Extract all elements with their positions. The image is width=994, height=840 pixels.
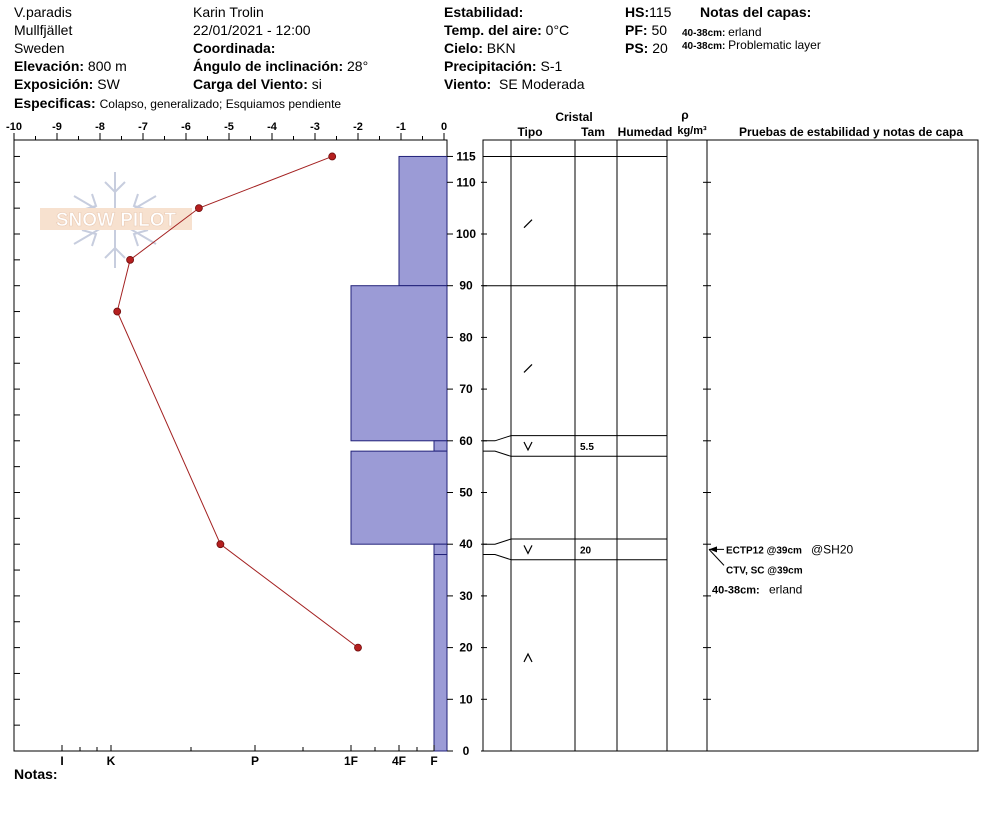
temperature-point [217,541,224,548]
layer-connector [483,555,511,560]
plot-frame [14,140,447,751]
hardness-tick-label: 4F [391,754,407,768]
wind-label: Viento: [444,76,492,92]
height-tick-label: 10 [459,692,473,707]
crystal-symbol [524,654,532,662]
air-temp-label: Temp. del aire: [444,22,542,38]
wind-load-value: si [311,76,322,92]
stability-label: Estabilidad: [444,4,524,20]
pf-label: PF: [625,22,648,38]
stability-test-note: ECTP12 @39cm [726,545,802,557]
elevation-value: 800 m [87,58,127,74]
temp-tick-label: -2 [353,121,363,133]
temp-tick-label: -3 [310,121,320,133]
wind-value: SE Moderada [498,76,585,92]
precip-value: S-1 [540,58,563,74]
country-name: Sweden [14,40,65,56]
humedad-header: Humedad [617,125,673,139]
notes-label: Notas: [14,766,58,782]
temp-tick-label: -6 [181,121,191,133]
author-name: Karin Trolin [193,4,264,20]
crystal-size: 5.5 [580,441,594,453]
layer-table [481,140,978,751]
layer-connector [483,451,511,456]
snowpilot-logo [40,172,192,268]
temp-tick-label: -5 [224,121,234,133]
layer-connector [483,539,511,544]
temperature-point [355,644,362,651]
layer-note-text: erland [769,582,803,597]
crystal-size: 20 [580,545,592,557]
height-tick-label: 90 [459,278,473,293]
hardness-tick-label: P [250,754,260,768]
hs-value: 115 [649,4,672,20]
coord-label: Coordinada: [193,40,276,56]
temp-tick-label: -4 [267,121,277,133]
stability-test-note: CTV, SC @39cm [726,565,803,577]
layer-note-text: Problematic layer [728,38,821,52]
sky-label: Cielo: [444,40,483,56]
hardness-bar [434,441,447,451]
height-tick-label: 110 [456,175,476,190]
pf-value: 50 [651,22,668,38]
height-tick-label: 50 [459,485,473,500]
stability-test-extra: @SH20 [811,542,854,557]
layer-note-label: 40-38cm: [682,28,726,39]
elevation-label: Elevación: [14,58,85,74]
temp-tick-label: -7 [138,121,148,133]
layer-connector [483,436,511,441]
exposure-label: Exposición: [14,76,94,92]
temperature-point [127,256,134,263]
datetime: 22/01/2021 - 12:00 [193,22,311,38]
tam-header: Tam [581,125,605,139]
temp-tick-label: -8 [95,121,105,133]
table-frame [483,140,978,751]
incline-label: Ángulo de inclinación: [193,58,344,74]
hardness-tick-label: F [430,754,438,768]
height-tick-label: 0 [462,744,470,758]
crystal-symbol [524,364,532,372]
height-tick-label: 100 [455,227,477,241]
crystal-symbol [524,442,532,450]
specifics-label: Especificas: [14,95,96,111]
temp-tick-label: -9 [52,121,62,133]
layer-note-text: erland [728,25,762,39]
temperature-point [329,153,336,160]
temp-tick-label: 0 [440,121,448,133]
hardness-bar [434,555,447,751]
cristal-header: Cristal [555,110,593,124]
height-tick-label: 115 [456,149,476,164]
height-tick-label: 80 [459,330,473,345]
crystal-symbol [524,545,532,553]
precip-label: Precipitación: [444,58,537,74]
exposure-value: SW [97,76,120,92]
height-tick-label: 40 [459,537,473,552]
location-name: Mullfjället [14,22,73,38]
tests-header: Pruebas de estabilidad y notas de capa [738,125,964,139]
hs-label: HS: [625,4,650,20]
layer-notes-title: Notas del capas: [700,4,812,20]
temp-tick-label: -1 [396,121,406,133]
temp-tick-label: -10 [6,121,22,133]
incline-value: 28° [347,58,369,74]
temperature-point [195,205,202,212]
height-tick-label: 20 [459,640,473,655]
crystal-symbol [524,220,532,228]
height-tick-label: 70 [459,382,473,397]
rho-header: ρ [681,108,689,122]
ps-value: 20 [652,40,668,56]
logo-text: SNOW PILOT [55,210,177,231]
height-tick-label: 60 [459,433,473,448]
wind-load-label: Carga del Viento: [193,76,308,92]
temperature-point [114,308,121,315]
hardness-bar [351,286,447,441]
density-unit-header: kg/m³ [677,125,707,137]
ps-label: PS: [625,40,649,56]
height-tick-label: 30 [459,588,473,603]
hardness-bar [351,451,447,544]
hardness-tick-label: K [106,754,116,768]
air-temp-value: 0°C [545,22,570,38]
hardness-tick-label: I [60,754,64,768]
tipo-header: Tipo [517,125,543,139]
sky-value: BKN [486,40,516,56]
hardness-bar [399,156,447,285]
specifics-value: Colapso, generalizado; Esquiamos pendiente [99,97,342,111]
layer-note-label: 40-38cm: [712,584,760,597]
hardness-bar [434,544,447,554]
hardness-tick-label: 1F [343,754,359,768]
layer-note-label: 40-38cm: [682,41,726,52]
observer-name: V.paradis [14,4,72,20]
